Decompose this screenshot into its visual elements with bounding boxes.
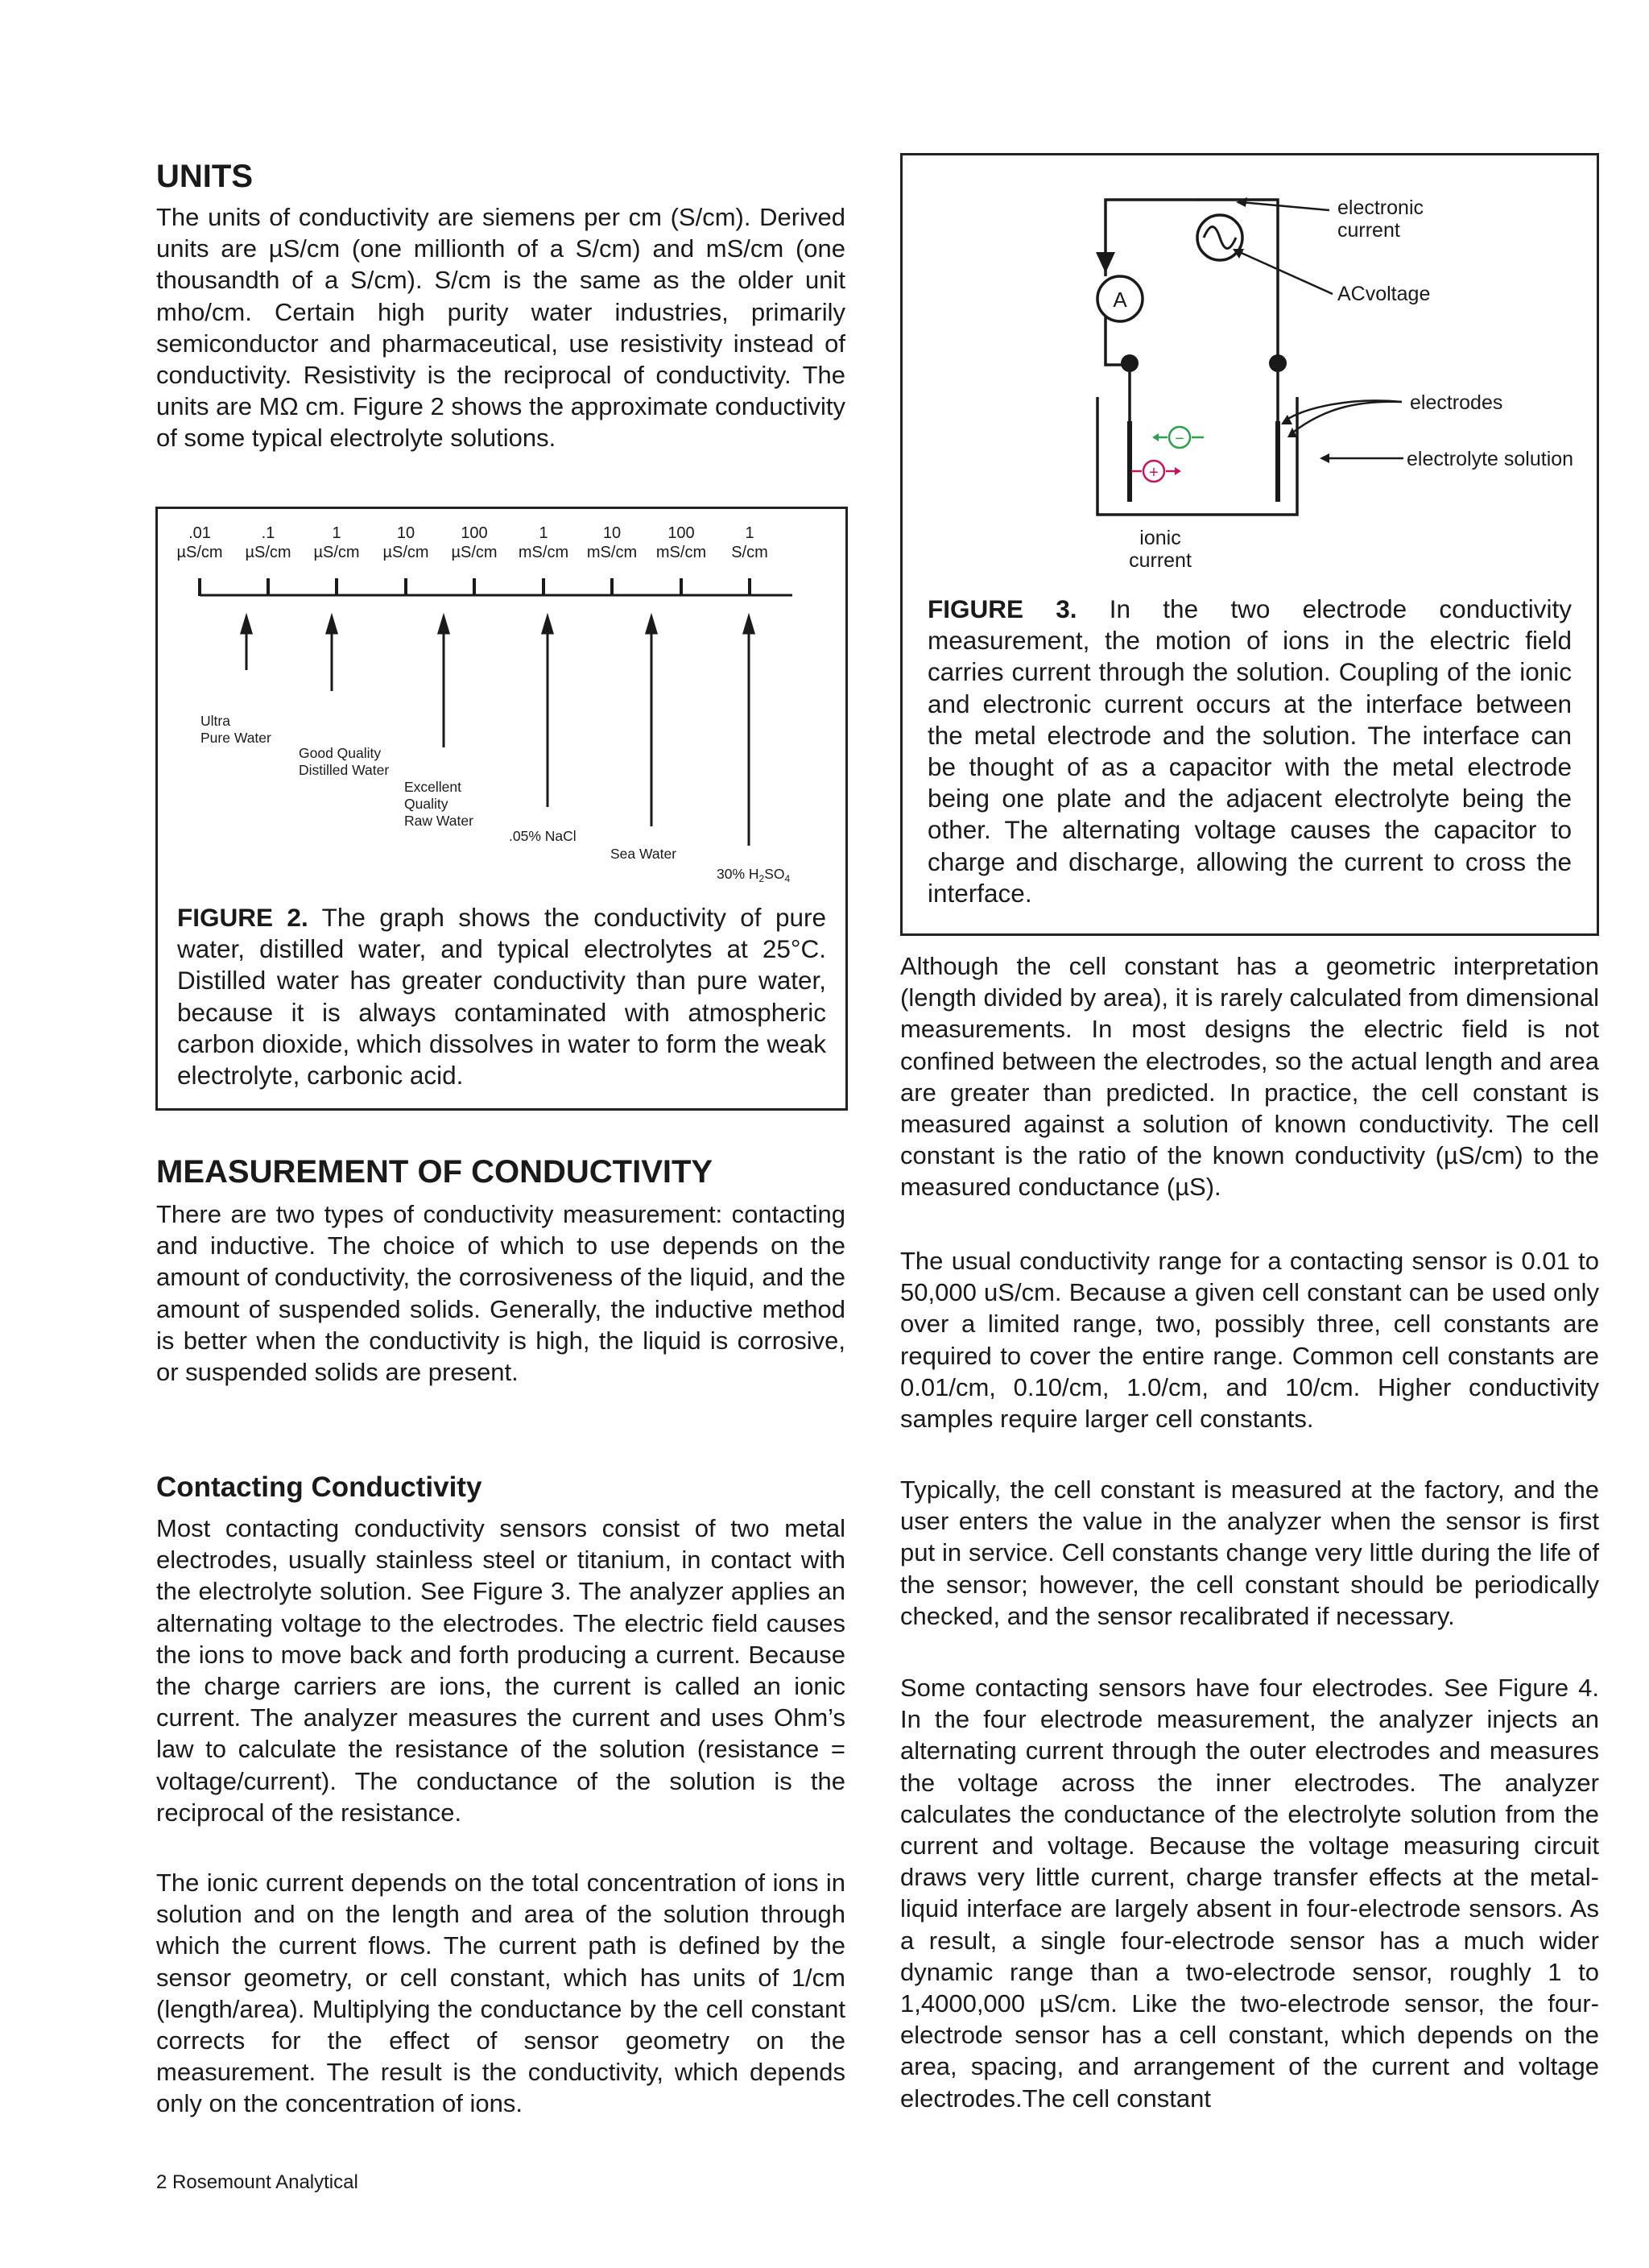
scale-unit: µS/cm (176, 544, 223, 561)
scale-unit: µS/cm (451, 544, 498, 561)
ammeter-label: A (1113, 288, 1127, 312)
figure-2 (155, 507, 848, 1111)
figure-3-caption (928, 594, 1572, 909)
pointer-arrowheads (1233, 197, 1329, 463)
ac-voltage-label: ACvoltage (1337, 283, 1431, 305)
conductivity-range-paragraph: The usual conductivity range for a contacting sensor is 0.01 to 50,000 uS/cm. Because a given cell constant can be used only over a limited range, two, possibly three, cell constants are required to cover the entire range. Common cell constants are 0.01/cm, 0.10/cm, 1.0/cm, and 10/cm. Higher conductivity samples require larger cell constants. (900, 1247, 1599, 1434)
two-electrode-diagram (903, 155, 1597, 590)
scale-ticks (200, 578, 750, 596)
scale-unit: S/cm (731, 544, 768, 561)
electronic-current-label: electronic (1337, 197, 1424, 219)
scale-value: 10 (396, 524, 415, 542)
figure-3 (900, 153, 1599, 936)
scale-value: .1 (261, 524, 275, 542)
arrow-head (647, 617, 656, 633)
electrode-terminal (1121, 354, 1139, 372)
arrow-head (327, 617, 337, 633)
scale-unit: µS/cm (313, 544, 360, 561)
figure-2-caption-text: The graph shows the conductivity of pure water, distilled water, and typical electrolytes at 25°C. Distilled water has greater conductivity than pure water, because it is always contaminated with atmospheric carbon dioxide, which dissolves in water to form the weak electrolyte, carbonic acid. (177, 903, 827, 1091)
label-raw-water: Raw Water (404, 813, 473, 829)
ionic-current-label: ionic (1139, 527, 1181, 549)
units-paragraph: The units of conductivity are siemens per cm (S/cm). Derived units are µS/cm (one millionth of a S/cm) and mS/cm (one thousandth of a S/cm). S/cm is the same as the older unit mho/cm. Certain high purity water industries, primarily semiconductor and pharmaceutical, use resistivity instead of conductivity. Resistivity is the reciprocal of conductivity. The units are MΩ cm. Figure 2 shows the approximate conductivity of some typical electrolyte solutions. (156, 203, 845, 453)
contacting-paragraph-2: The ionic current depends on the total concentration of ions in solution and on the length and area of the solution through which the current flows. The current path is defined by the sensor geometry, or cell constant, which has units of 1/cm (length/area). Multiplying the conductance by the cell constant corrects for the effect of sensor geometry on the measurement. The result is the conductivity, which depends only on the concentration of ions. (156, 1869, 845, 2118)
scale-value: 1 (332, 524, 341, 542)
arrow-head (439, 617, 448, 633)
ionic-current-label: current (1129, 549, 1192, 572)
electrodes-label: electrodes (1410, 391, 1503, 414)
electronic-current-arrow (1096, 252, 1115, 273)
figure-2-caption (177, 902, 826, 1091)
label-distilled: Distilled Water (299, 762, 390, 778)
scale-unit: mS/cm (518, 544, 569, 561)
label-raw-water: Quality (404, 796, 448, 812)
arrow-head (543, 617, 552, 633)
page-footer: 2 Rosemount Analytical (156, 2171, 358, 2193)
scale-unit: mS/cm (655, 544, 707, 561)
scale-value: 1 (539, 524, 548, 542)
scale-unit: µS/cm (245, 544, 291, 561)
label-nacl: .05% NaCl (509, 828, 577, 844)
negative-ion-icon (1152, 427, 1204, 448)
scale-unit: µS/cm (382, 544, 429, 561)
figure-3-label: FIGURE 3. (928, 594, 1077, 623)
label-raw-water: Excellent (404, 779, 462, 795)
scale-value: .01 (188, 524, 211, 542)
electrolyte-solution-label: electrolyte solution (1407, 448, 1574, 470)
scale-value: 10 (602, 524, 622, 542)
arrow-head (242, 617, 251, 633)
figure-2-label: FIGURE 2. (177, 903, 308, 932)
label-sea-water: Sea Water (610, 846, 677, 862)
factory-calibration-paragraph: Typically, the cell constant is measured at the factory, and the user enters the value in the analyzer when the sensor is first put in service. Cell constants change very little during the life of the sensor; however, the cell constant should be periodically checked, and the sensor recalibrated if necessary. (900, 1475, 1599, 1630)
scale-value: 100 (461, 524, 488, 542)
conductivity-scale-graph (158, 509, 845, 928)
contacting-paragraph-1: Most contacting conductivity sensors consist of two metal electrodes, usually stainless steel or titanium, in contact with the electrolyte solution. See Figure 3. The analyzer applies an alternating voltage to the electrodes. The electric field causes the ions to move back and forth producing a current. Because the charge carriers are ions, the current is called an ionic current. The analyzer measures the current and uses Ohm’s law to calculate the resistance of the solution (resistance = voltage/current). The conductance of the solution is the reciprocal of the resistance. (156, 1514, 845, 1827)
positive-ion-sign: + (1149, 464, 1159, 482)
figure-3-caption-text: In the two electrode conductivity measurement, the motion of ions in the electric field carries current through the solution. Coupling of the ionic and electronic current occurs at the interface between the metal electrode and the solution. The interface can be thought of as a capacitor with the metal electrode being one plate and the adjacent electrolyte being the other. The alternating voltage causes the capacitor to charge and discharge, allowing the current to cross the interface. (928, 594, 1572, 908)
measurement-heading: MEASUREMENT OF CONDUCTIVITY (156, 1154, 713, 1190)
arrow-head (744, 617, 754, 633)
label-ultra-pure: Pure Water (200, 730, 271, 746)
label-acid: 30% $H_2SO_4$ (717, 866, 791, 884)
electrode-terminal (1269, 354, 1287, 372)
label-ultra-pure: Ultra (200, 713, 230, 729)
positive-ion-icon (1131, 461, 1181, 482)
electronic-current-label: current (1337, 219, 1400, 242)
label-distilled: Good Quality (299, 745, 382, 761)
scale-unit: mS/cm (586, 544, 638, 561)
negative-ion-sign: − (1175, 430, 1184, 448)
cell-constant-paragraph: Although the cell constant has a geometric interpretation (length divided by area), it is rarely calculated from dimensional measurements. In most designs the electric field is not confined between the electrodes, so the actual length and area are greater than predicted. In practice, the cell constant is measured against a solution of known conductivity. The cell constant is the ratio of the known conductivity (µS/cm) to the measured conductance (µS). (900, 952, 1599, 1202)
units-heading: UNITS (156, 159, 253, 194)
four-electrode-paragraph: Some contacting sensors have four electrodes. See Figure 4. In the four electrode measurement, the analyzer injects an alternating current through the outer electrodes and measures the voltage across the inner electrodes. The analyzer calculates the conductance of the electrolyte solution from the current and voltage. Because the voltage measuring circuit draws very little current, charge transfer effects at the metal-liquid interface are largely absent in four-electrode sensors. As a result, a single four-electrode sensor has a much wider dynamic range than a two-electrode sensor, roughly 1 to 1,4000,000 µS/cm. Like the two-electrode sensor, the four-electrode sensor has a cell constant, which depends on the area, spacing, and arrangement of the current and voltage electrodes.The cell constant (900, 1674, 1599, 2113)
scale-value: 1 (745, 524, 754, 542)
contacting-heading: Contacting Conductivity (156, 1471, 482, 1503)
measurement-paragraph: There are two types of conductivity measurement: contacting and inductive. The choice of which to use depends on the amount of conductivity, the corrosiveness of the liquid, and the amount of suspended solids. Generally, the inductive method is better when the conductivity is high, the liquid is corrosive, or suspended solids are present. (156, 1200, 845, 1387)
scale-value: 100 (667, 524, 695, 542)
